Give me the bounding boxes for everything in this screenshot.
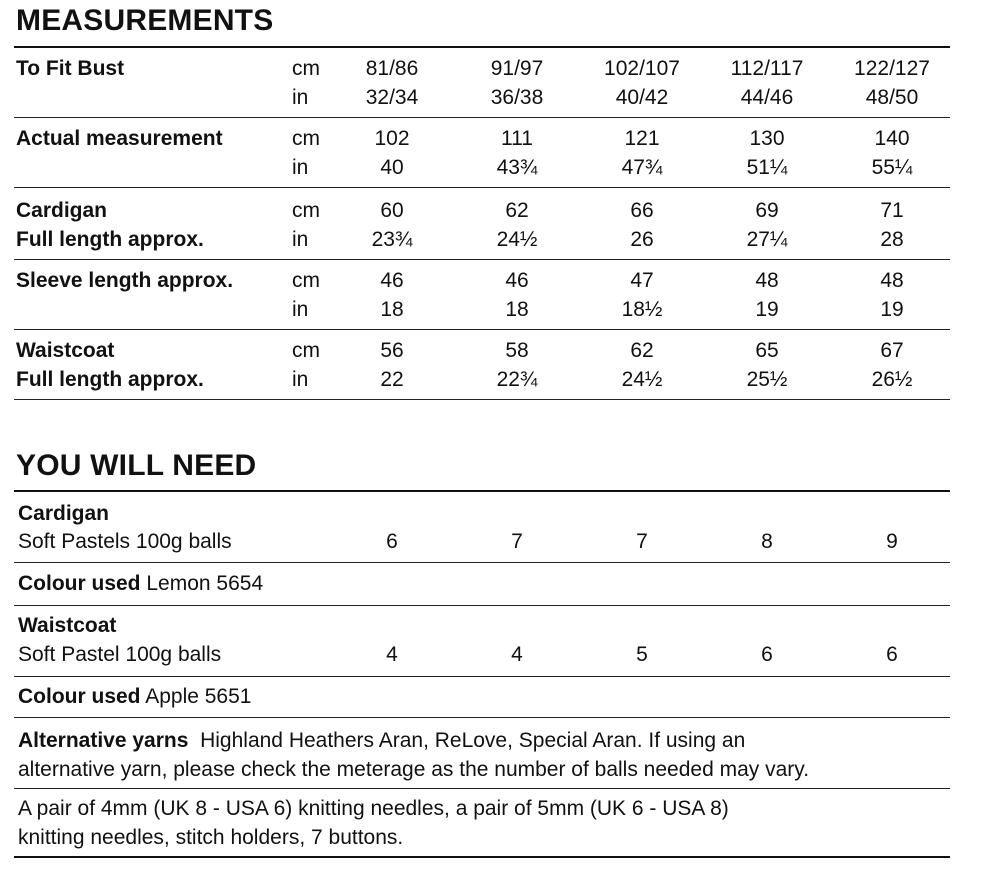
size-3-cm-value: 102/107 (604, 57, 680, 80)
size-1-cm-value: 102 (374, 127, 410, 150)
row-label: To Fit Bust (16, 57, 125, 80)
size-5-cm-value: 48 (880, 269, 904, 292)
you-will-need-top-rule (14, 490, 950, 492)
divider (14, 399, 950, 400)
size-1-cm-value: 46 (380, 269, 404, 292)
divider (14, 717, 950, 718)
waistcoat-yarn-item: Soft Pastel 100g balls (18, 643, 222, 666)
size-2-cm-value: 111 (501, 127, 533, 150)
size-5-in-value: 28 (880, 228, 904, 251)
row-label: Sleeve length approx. (16, 269, 234, 292)
size-5-cm-value: 122/127 (854, 57, 930, 80)
size-3-in-value: 40/42 (615, 86, 669, 109)
size-2-in-value: 43¾ (496, 156, 538, 179)
size-3-cm-value: 62 (630, 339, 654, 362)
size-1-in-value: 32/34 (365, 86, 419, 109)
size-3-in-value: 24½ (621, 368, 663, 391)
size-1-cm-value: 56 (380, 339, 404, 362)
unit-label: cm (292, 269, 320, 292)
divider (14, 187, 950, 188)
size-5-in-value: 19 (880, 298, 904, 321)
cardigan-balls-size-2: 7 (511, 530, 523, 553)
alternative-yarns-label: Alternative yarns (18, 729, 189, 752)
row-label: Waistcoat (16, 339, 115, 362)
unit-label: in (292, 368, 309, 391)
size-4-in-value: 51¼ (746, 156, 788, 179)
cardigan-colour-value: Lemon 5654 (146, 572, 264, 595)
unit-label: cm (292, 127, 320, 150)
size-2-in-value: 18 (505, 298, 529, 321)
waistcoat-balls-size-4: 6 (761, 643, 773, 666)
alternative-yarns-line-1 (18, 726, 948, 755)
measurement-row-actual-measurement (0, 124, 996, 184)
size-1-in-value: 23¾ (371, 228, 413, 251)
size-4-cm-value: 130 (749, 127, 785, 150)
size-1-in-value: 18 (380, 298, 404, 321)
size-4-cm-value: 69 (755, 199, 779, 222)
waistcoat-colour-value: Apple 5651 (145, 685, 252, 708)
size-2-in-value: 22¾ (496, 368, 538, 391)
you-will-need-title: YOU WILL NEED (16, 449, 257, 482)
cardigan-heading: Cardigan (18, 502, 110, 525)
size-4-cm-value: 48 (755, 269, 779, 292)
waistcoat-balls-size-2: 4 (511, 643, 523, 666)
size-5-in-value: 48/50 (865, 86, 919, 109)
size-5-cm-value: 71 (880, 199, 904, 222)
cardigan-balls-size-1: 6 (386, 530, 398, 553)
divider (14, 676, 950, 677)
size-4-in-value: 25½ (746, 368, 788, 391)
size-3-cm-value: 121 (624, 127, 660, 150)
waistcoat-balls-size-1: 4 (386, 643, 398, 666)
unit-label: in (292, 86, 309, 109)
measurement-row-sleeve-length (0, 266, 996, 326)
alternative-yarns-text-2: alternative yarn, please check the meterage as the number of balls needed may vary. (18, 758, 810, 781)
cardigan-balls-size-3: 7 (636, 530, 648, 553)
waistcoat-colour (18, 683, 251, 711)
size-4-in-value: 44/46 (740, 86, 794, 109)
divider (14, 605, 950, 606)
needles-text-2: knitting needles, stitch holders, 7 buttons. (18, 826, 404, 849)
divider (14, 562, 950, 563)
needles-text-1: A pair of 4mm (UK 8 - USA 6) knitting needles, a pair of 5mm (UK 6 - USA 8) (18, 797, 729, 820)
row-label: Cardigan (16, 199, 108, 222)
unit-label: in (292, 298, 309, 321)
needles-paragraph (18, 794, 948, 852)
alternative-yarns-text-1: Highland Heathers Aran, ReLove, Special Aran. If using an (200, 729, 746, 752)
unit-label: cm (292, 57, 320, 80)
cardigan-colour-label: Colour used (18, 572, 141, 595)
alternative-yarns-paragraph (18, 726, 948, 784)
size-1-in-value: 40 (380, 156, 404, 179)
unit-label: cm (292, 199, 320, 222)
size-3-in-value: 26 (630, 228, 654, 251)
size-4-in-value: 19 (755, 298, 779, 321)
size-4-in-value: 27¼ (746, 228, 788, 251)
size-2-in-value: 24½ (496, 228, 538, 251)
measurement-row-cardigan-length (0, 196, 996, 256)
unit-label: in (292, 228, 309, 251)
unit-label: in (292, 156, 309, 179)
cardigan-balls-size-4: 8 (761, 530, 773, 553)
row-label: Full length approx. (16, 228, 204, 251)
divider (14, 117, 950, 118)
size-5-in-value: 55¼ (871, 156, 913, 179)
size-2-cm-value: 62 (505, 199, 529, 222)
size-5-cm-value: 140 (874, 127, 910, 150)
waistcoat-balls-size-5: 6 (886, 643, 898, 666)
divider (14, 259, 950, 260)
size-5-in-value: 26½ (871, 368, 913, 391)
waistcoat-heading: Waistcoat (18, 614, 117, 637)
size-2-in-value: 36/38 (490, 86, 544, 109)
waistcoat-balls-size-3: 5 (636, 643, 648, 666)
size-1-cm-value: 81/86 (365, 57, 419, 80)
size-1-cm-value: 60 (380, 199, 404, 222)
bottom-rule (14, 856, 950, 858)
size-2-cm-value: 46 (505, 269, 529, 292)
waistcoat-colour-label: Colour used (18, 685, 141, 708)
cardigan-yarn-item: Soft Pastels 100g balls (18, 530, 232, 553)
size-4-cm-value: 65 (755, 339, 779, 362)
size-3-cm-value: 66 (630, 199, 654, 222)
cardigan-colour (18, 570, 263, 598)
row-label: Full length approx. (16, 368, 204, 391)
divider (14, 329, 950, 330)
cardigan-balls-size-5: 9 (886, 530, 898, 553)
size-1-in-value: 22 (380, 368, 404, 391)
row-label: Actual measurement (16, 127, 223, 150)
measurements-title: MEASUREMENTS (16, 4, 274, 37)
measurements-top-rule (14, 46, 950, 48)
size-3-in-value: 47¾ (621, 156, 663, 179)
unit-label: cm (292, 339, 320, 362)
size-2-cm-value: 58 (505, 339, 529, 362)
size-2-cm-value: 91/97 (490, 57, 544, 80)
size-3-cm-value: 47 (630, 269, 654, 292)
size-5-cm-value: 67 (880, 339, 904, 362)
divider (14, 788, 950, 789)
measurement-row-waistcoat-length (0, 336, 996, 396)
size-3-in-value: 18½ (621, 298, 663, 321)
measurement-row-to-fit-bust (0, 54, 996, 114)
size-4-cm-value: 112/117 (730, 57, 804, 80)
